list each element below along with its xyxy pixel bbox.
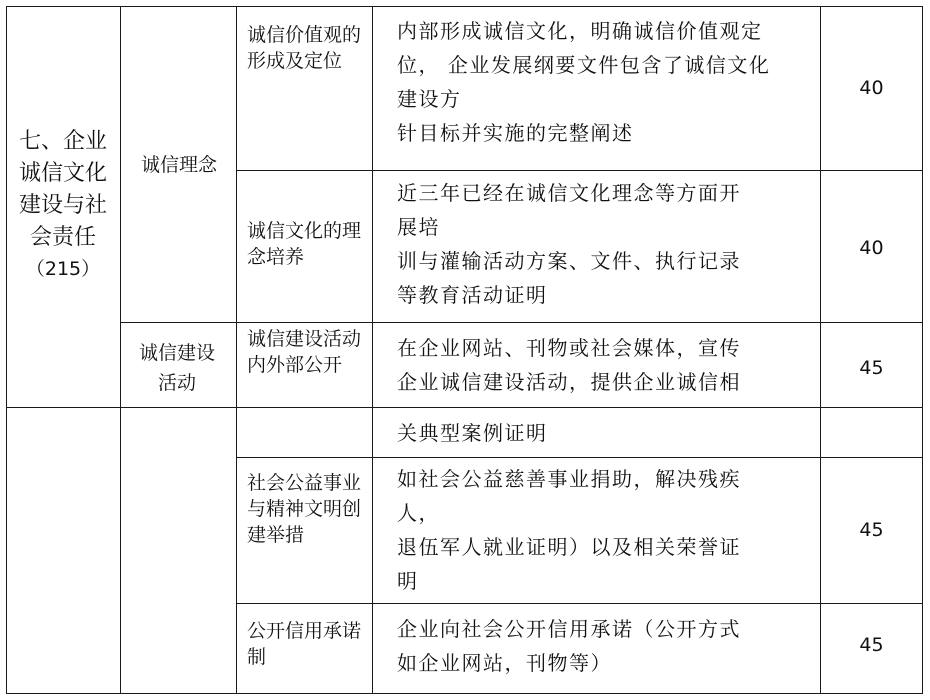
item-label: 社会公益事业与精神文明创建举措 (247, 472, 362, 546)
item-label: 诚信文化的理念培养 (247, 220, 362, 268)
item-cell (237, 618, 371, 670)
table-divider-col4 (820, 6, 821, 694)
score-value: 45 (859, 357, 884, 379)
category-title: 七、企业诚信文化建设与社会责任 (18, 129, 107, 250)
description-cell (373, 14, 819, 150)
subcategory-label: 诚信建设活动 (138, 342, 215, 394)
table-border-left (6, 6, 7, 694)
category-score-total: （215） (25, 258, 101, 280)
page-break-divider (6, 407, 923, 408)
item-label: 诚信建设活动内外部公开 (247, 328, 362, 376)
row-divider-2 (120, 322, 923, 323)
description-line: 等教育活动证明 (397, 283, 548, 307)
score-cell (821, 76, 922, 100)
table-divider-col1 (120, 6, 121, 694)
description-cell (373, 331, 819, 399)
score-cell (821, 236, 922, 260)
row-divider-4 (236, 457, 923, 458)
category-cell (14, 126, 112, 284)
item-cell (237, 326, 371, 378)
row-divider-5 (236, 603, 923, 604)
description-line: 展培 (397, 215, 440, 239)
description-line: 建设方 (397, 87, 462, 111)
table-border-top (6, 6, 923, 7)
description-cell (373, 416, 819, 450)
description-cell (373, 176, 819, 312)
description-line: 明 (397, 569, 419, 593)
description-cell (373, 612, 819, 680)
item-cell (237, 218, 371, 270)
description-line: 企业向社会公开信用承诺（公开方式 (397, 617, 741, 641)
item-cell (237, 22, 371, 74)
score-cell (821, 633, 922, 657)
table-border-right (922, 6, 923, 694)
score-value: 45 (859, 519, 884, 541)
item-cell (237, 470, 371, 548)
description-line: 针目标并实施的完整阐述 (397, 121, 634, 145)
description-line: 关典型案例证明 (397, 421, 548, 445)
description-line: 在企业网站、刊物或社会媒体，宣传 (397, 336, 741, 360)
score-value: 40 (859, 77, 884, 99)
item-label: 公开信用承诺制 (247, 620, 362, 668)
description-line: 如社会公益慈善事业捐助，解决残疾 (397, 467, 741, 491)
description-line: 近三年已经在诚信文化理念等方面开 (397, 181, 741, 205)
description-line: 训与灌输活动方案、文件、执行记录 (397, 249, 741, 273)
score-value: 40 (859, 237, 884, 259)
description-line: 人， (397, 501, 440, 525)
table-border-bottom (6, 693, 923, 694)
description-cell (373, 462, 819, 598)
subcategory-cell-integrity-concept (128, 150, 230, 180)
description-line: 位， 企业发展纲要文件包含了诚信文化 (397, 53, 771, 77)
description-line: 企业诚信建设活动，提供企业诚信相 (397, 370, 741, 394)
description-line: 如企业网站，刊物等） (397, 651, 612, 675)
description-line: 内部形成诚信文化，明确诚信价值观定 (397, 19, 763, 43)
subcategory-cell-integrity-activities (132, 338, 222, 398)
score-cell (821, 356, 922, 380)
description-line: 退伍军人就业证明）以及相关荣誉证 (397, 535, 741, 559)
score-value: 45 (859, 634, 884, 656)
row-divider-1 (236, 170, 923, 171)
subcategory-label: 诚信理念 (140, 154, 217, 176)
score-cell (821, 518, 922, 542)
item-label: 诚信价值观的形成及定位 (247, 24, 362, 72)
